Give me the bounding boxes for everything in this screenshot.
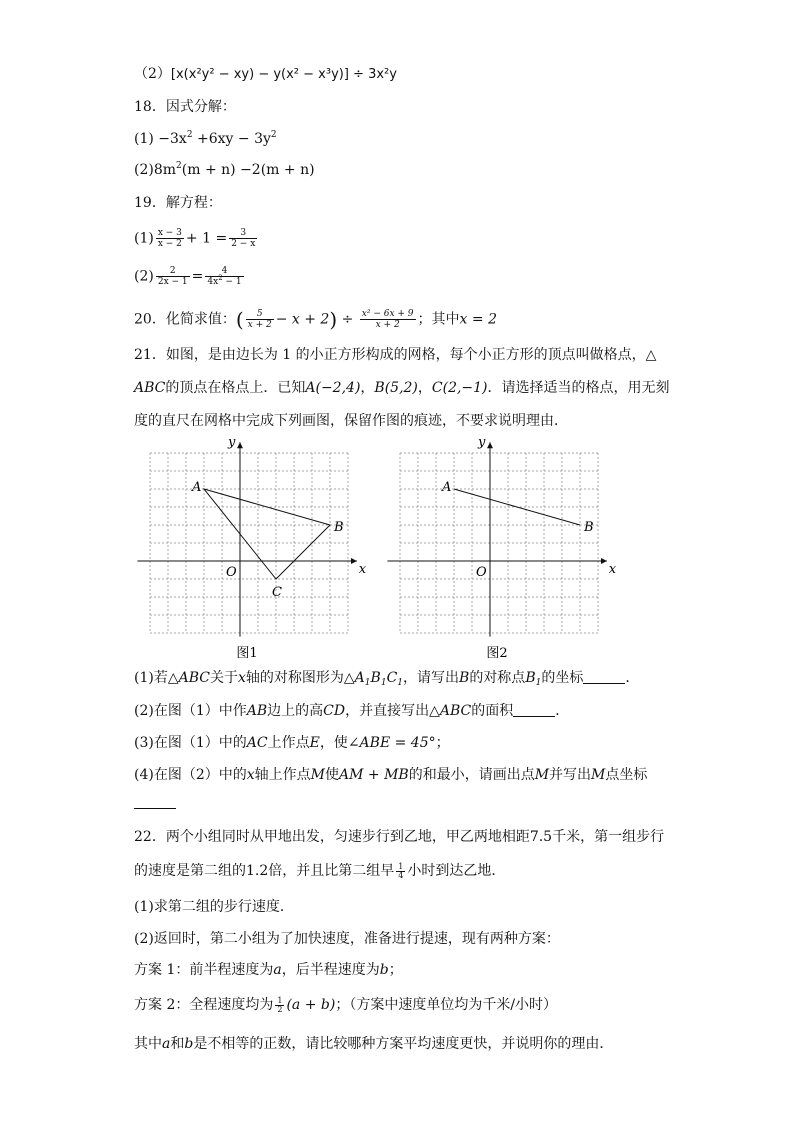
y-axis-label: y: [228, 435, 236, 451]
q19-title: 19．解方程：: [134, 195, 222, 211]
x-axis-arrow: [601, 558, 607, 564]
y-axis-arrow: [487, 442, 493, 448]
point-b-label: B: [584, 520, 594, 535]
q22-sub2: (2)返回时，第二小组为了加快速度，准备进行提速，现有两种方案：: [134, 931, 560, 947]
q18-part1: $(1) -3x^2 +6xy - 3y^2$: [134, 130, 277, 147]
q21-line1: 21．如图，是由边长为 1 的小正方形构成的网格，每个小正方形的顶点叫做格点，△: [134, 347, 657, 363]
origin-label: O: [476, 565, 487, 580]
q21-sub2: (2)在图（1）中作AB边上的高CD，并直接写出△ABC的面积 ．: [134, 703, 570, 719]
q22-line2: 的速度是第二组的1.2倍，并且比第二组早 $\frac{1}{4}$ 小时到达乙地．: [134, 861, 506, 880]
triangle-abc: [204, 489, 330, 579]
q22-plan1: 方案 1：前半程速度为a，后半程速度为b；: [134, 962, 403, 978]
figure-caption: 图1: [236, 646, 258, 661]
y-axis-arrow: [237, 442, 243, 448]
figure-1: [137, 435, 366, 661]
x-axis-arrow: [351, 558, 357, 564]
q22-line1: 22．两个小组同时从甲地出发，匀速步行到乙地，甲乙两地相距7.5千米，第一组步行: [134, 829, 665, 845]
q18-part2: $(2)8m^2(m + n) -2(m + n)$: [134, 161, 315, 178]
answer-blank-1[interactable]: [583, 669, 625, 684]
q22-plan2: 方案 2：全程速度均为 $\frac{1}{2}$ (a + b)；（方案中速度单位均为千米/小时）: [134, 995, 558, 1014]
x-axis-label: x: [608, 562, 617, 577]
x-axis-label: x: [358, 562, 367, 577]
answer-blank-3[interactable]: [134, 793, 176, 813]
origin-label: O: [226, 565, 237, 580]
q17-part2: [134, 64, 397, 85]
figure-2: [387, 435, 616, 661]
figure-caption: 图2: [486, 646, 508, 661]
point-b-label: B: [334, 520, 344, 535]
q22-sub1: (1)求第二组的步行速度．: [134, 899, 294, 915]
q21-line2: ABC的顶点在格点上．已知A(−2,4)，B(5,2)，C(2,−1)．请选择适当的格点，用无刻: [134, 380, 670, 396]
q22-last: 其中a和b是不相等的正数，请比较哪种方案平均速度更快，并说明你的理由．: [134, 1036, 614, 1052]
q21-sub4: (4)在图（2）中的x轴上作点M使AM + MB的和最小，请画出点M并写出M点坐标: [134, 767, 648, 783]
point-c-label: C: [272, 585, 282, 600]
q21-line3: 度的直尺在网格中完成下列画图，保留作图的痕迹，不要求说明理由．: [134, 413, 568, 429]
answer-blank-2[interactable]: [513, 702, 555, 717]
q18-title: 18．因式分解：: [134, 99, 236, 115]
q17-part2-expr: [x(x²y² − xy) − y(x² − x³y)] ÷ 3x²y: [170, 67, 397, 82]
q20: 20．化简求值：( $\frac{5}{x + 2}$ − x + 2) ÷ $\frac{\text{x² − 6x + 9}}{x + 2}$ ；其中x = 2: [134, 307, 497, 332]
q21-figures: [0, 430, 794, 670]
q21-sub1: (1)若△ABC关于x轴的对称图形为$\triangle A_1B_1C_1$，请写出B的对称点$B_1$的坐标 ．: [134, 670, 640, 688]
q19-part1: (1) $\frac{x - 3}{x - 2}$ + 1 = $\frac{3}{2 - x}$: [134, 228, 256, 249]
point-a-label: A: [192, 480, 202, 495]
q17-part2-label: （2）: [134, 66, 171, 82]
point-a-label: A: [442, 480, 452, 495]
q19-part2: (2) $\frac{2}{2x - 1}$ = $\frac{4}{4x^2 - 1}$: [134, 266, 242, 287]
y-axis-label: y: [478, 435, 486, 451]
q21-sub3: (3)在图（1）中的AC上作点E，使∠ABE = 45°；: [134, 735, 450, 751]
